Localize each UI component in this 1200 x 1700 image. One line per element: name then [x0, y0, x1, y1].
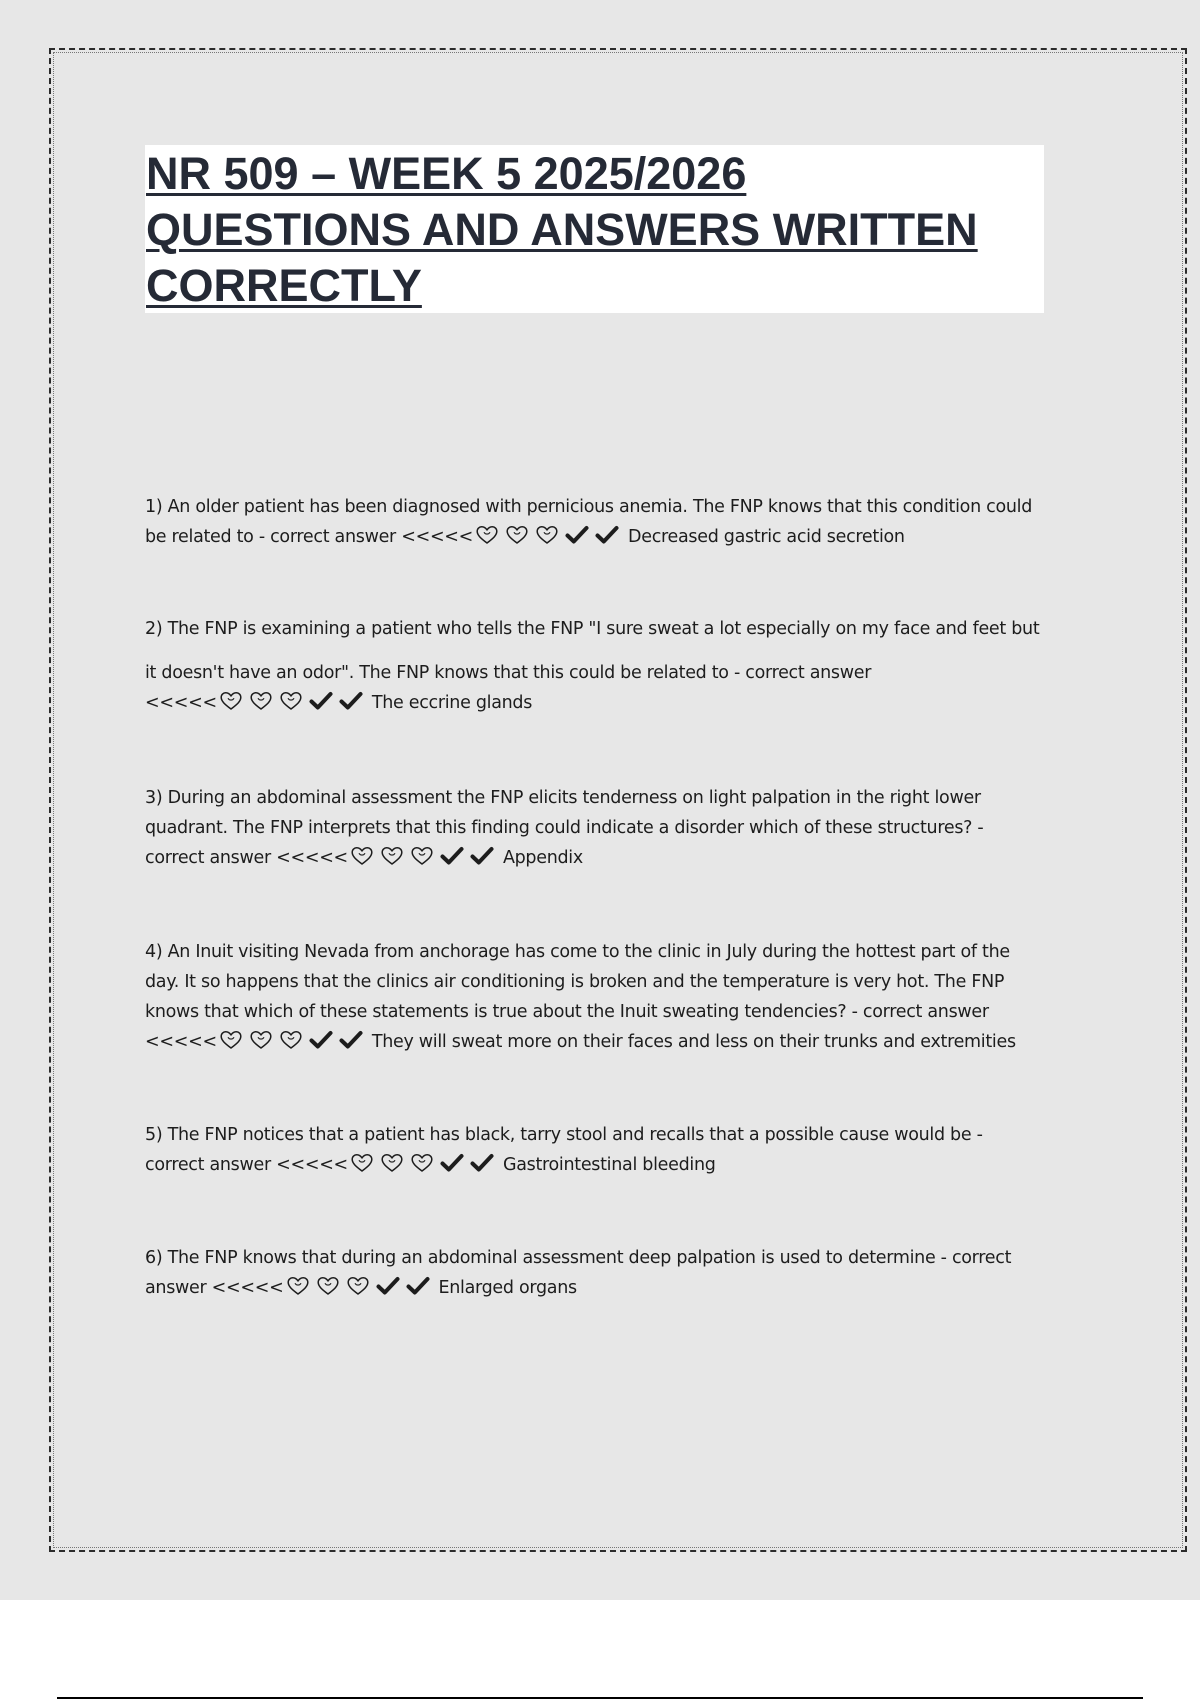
heart-outline-icon [316, 1276, 340, 1296]
answer-text: Appendix [502, 848, 583, 868]
question-text: it doesn't have an odor". The FNP knows that this could be related to - correct answer [145, 663, 872, 683]
heart-outline-icon [279, 691, 303, 711]
answer-markers [219, 1030, 369, 1060]
heart-outline-icon [475, 525, 499, 545]
check-mark-icon [440, 846, 464, 866]
answer-markers [350, 1153, 500, 1183]
answer-markers [286, 1276, 436, 1306]
answer-prefix: correct answer <<<<< [145, 848, 348, 868]
answer-line [145, 1273, 1095, 1306]
answer-prefix: be related to - correct answer <<<<< [145, 527, 474, 547]
heart-outline-icon [279, 1030, 303, 1050]
question-text: 4) An Inuit visiting Nevada from anchorage has come to the clinic in July during the hottest part of the [145, 942, 1010, 962]
answer-markers [350, 846, 500, 876]
heart-outline-icon [410, 1153, 434, 1173]
check-mark-icon [406, 1276, 430, 1296]
heart-outline-icon [219, 1030, 243, 1050]
question-item [145, 492, 1095, 555]
question-text: 5) The FNP notices that a patient has black, tarry stool and recalls that a possible cause would be - [145, 1125, 983, 1145]
heart-outline-icon [535, 525, 559, 545]
answer-line [145, 843, 1095, 876]
answer-prefix: answer <<<<< [145, 1278, 284, 1298]
title-line: CORRECTLY [146, 260, 422, 311]
title-line: NR 509 – WEEK 5 2025/2026 [146, 148, 747, 199]
heart-outline-icon [219, 691, 243, 711]
check-mark-icon [565, 525, 589, 545]
check-mark-icon [339, 1030, 363, 1050]
answer-line [145, 688, 1095, 721]
check-mark-icon [309, 691, 333, 711]
question-item [145, 783, 1095, 876]
heart-outline-icon [410, 846, 434, 866]
answer-markers [219, 691, 369, 721]
question-text: day. It so happens that the clinics air conditioning is broken and the temperature is very hot. The FNP [145, 972, 1005, 992]
answer-line [145, 1150, 1095, 1183]
check-mark-icon [309, 1030, 333, 1050]
answer-text: Enlarged organs [438, 1278, 577, 1298]
heart-outline-icon [249, 691, 273, 711]
document-title [146, 146, 1041, 314]
question-item [145, 1120, 1095, 1183]
heart-outline-icon [286, 1276, 310, 1296]
question-text: 6) The FNP knows that during an abdominal assessment deep palpation is used to determine - correct [145, 1248, 1012, 1268]
check-mark-icon [339, 691, 363, 711]
heart-outline-icon [380, 846, 404, 866]
title-line: QUESTIONS AND ANSWERS WRITTEN [146, 204, 978, 255]
heart-outline-icon [505, 525, 529, 545]
answer-text: Gastrointestinal bleeding [502, 1155, 716, 1175]
question-text: 1) An older patient has been diagnosed with pernicious anemia. The FNP knows that this condition could [145, 497, 1033, 517]
heart-outline-icon [249, 1030, 273, 1050]
answer-prefix: <<<<< [145, 693, 217, 713]
question-item [145, 1243, 1095, 1306]
heart-outline-icon [346, 1276, 370, 1296]
heart-outline-icon [350, 1153, 374, 1173]
question-text: quadrant. The FNP interprets that this finding could indicate a disorder which of these structures? - [145, 818, 984, 838]
check-mark-icon [595, 525, 619, 545]
answer-text: They will sweat more on their faces and less on their trunks and extremities [371, 1032, 1016, 1052]
footer-divider [57, 1697, 1143, 1699]
check-mark-icon [440, 1153, 464, 1173]
answer-line [145, 522, 1095, 555]
question-text: 3) During an abdominal assessment the FNP elicits tenderness on light palpation in the right lower [145, 788, 981, 808]
answer-prefix: correct answer <<<<< [145, 1155, 348, 1175]
check-mark-icon [470, 1153, 494, 1173]
question-item [145, 937, 1095, 1060]
check-mark-icon [470, 846, 494, 866]
question-item [145, 614, 1095, 721]
answer-text: The eccrine glands [371, 693, 533, 713]
heart-outline-icon [380, 1153, 404, 1173]
heart-outline-icon [350, 846, 374, 866]
question-text: 2) The FNP is examining a patient who tells the FNP "I sure sweat a lot especially on my face and feet but [145, 619, 1040, 639]
answer-prefix: <<<<< [145, 1032, 217, 1052]
answer-markers [475, 525, 625, 555]
answer-text: Decreased gastric acid secretion [628, 527, 905, 547]
check-mark-icon [376, 1276, 400, 1296]
answer-line [145, 1027, 1095, 1060]
question-text: knows that which of these statements is true about the Inuit sweating tendencies? - correct answer [145, 1002, 989, 1022]
